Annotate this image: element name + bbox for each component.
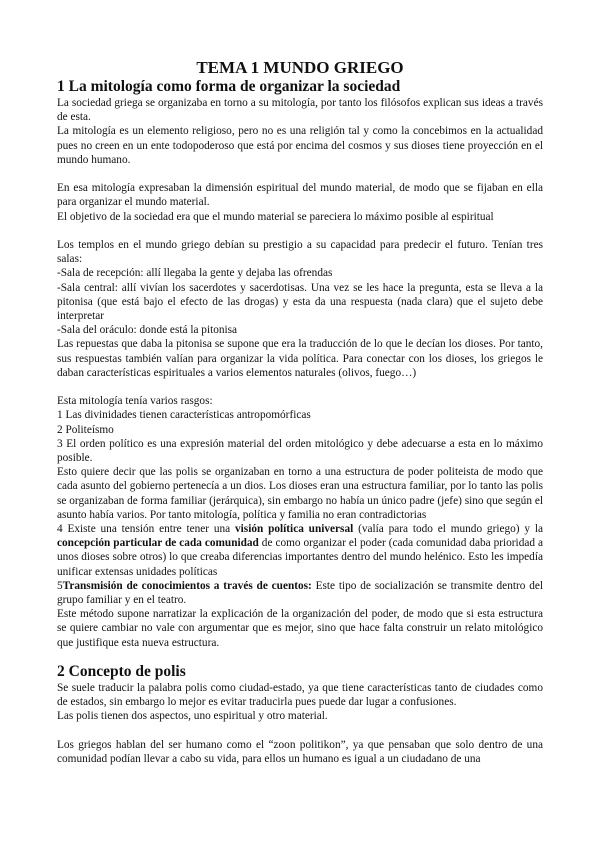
blank-line [57,167,543,181]
paragraph: El objetivo de la sociedad era que el mundo material se pareciera lo máximo posible al espiritual [57,210,494,223]
paragraph: Las repuestas que daba la pitonisa se supone que era la traducción de lo que le decían los dioses. Por tanto, sus respuestas también valían para organizar la vida política. Para conectar con los dioses, los griegos le daban características espirituales a varios elementos naturales (olivos, fuego…) [57,338,543,379]
blank-line [57,380,543,394]
text-run: Este tipo de socialización se transmite dentro del grupo familiar y en el teatro. [57,579,543,607]
document-page [57,58,543,766]
list-item: 3 El orden político es una expresión material del orden mitológico y debe adecuarse a esta en lo máximo posible. [57,437,543,465]
list-item: -Sala del oráculo: donde está la pitonisa [57,324,238,337]
list-item: -Sala de recepción: allí llegaba la gente y dejaba las ofrendas [57,267,333,280]
bold-term: Transmisión de conocimientos a través de cuentos: [62,579,312,592]
paragraph: La mitología es un elemento religioso, pero no es una religión tal y como la concebimos en la actualidad pues no creen en un ente todopoderoso que está por encima del cosmos y sus dioses tiene proyección en el mundo humano. [57,125,543,166]
bold-term: visión política universal [235,523,354,536]
document-title: TEMA 1 MUNDO GRIEGO [196,58,404,77]
paragraph: La sociedad griega se organizaba en torno a su mitología, por tanto los filósofos explican sus ideas a través de esta. [57,97,543,124]
paragraph: En esa mitología expresaban la dimensión espiritual del mundo material, de modo que se fijaban en ella para organizar el mundo material. [57,182,543,209]
paragraph: Las polis tienen dos aspectos, uno espiritual y otro material. [57,710,328,723]
text-run: (valía para todo el mundo griego) y la [353,523,543,536]
blank-line [57,224,543,238]
paragraph: Los templos en el mundo griego debían su prestigio a su capacidad para predecir el futuro. Tenían tres salas: [57,239,543,266]
paragraph: Los griegos hablan del ser humano como el “zoon politikon”, ya que pensaban que solo dentro de una comunidad podían llevar a cabo su vida, para ellos un humano es igual a un ciudadano de una [57,738,543,765]
text-run: 5 [57,579,63,592]
list-item: 2 Politeísmo [57,423,114,436]
list-item [57,522,543,579]
text-run: de como organizar el poder (cada comunidad daba prioridad a unos dioses sobre otros) lo que creaba diferencias importantes dentro del mundo helénico. Esto les impedía unificar extensas unidades políticas [57,537,543,578]
section-1-heading: 1 La mitología como forma de organizar la sociedad [57,78,401,95]
list-item: 1 Las divinidades tienen características antropomórficas [57,409,311,422]
paragraph: Esta mitología tenía varios rasgos: [57,395,213,408]
list-item: -Sala central: allí vivían los sacerdotes y sacerdotisas. Una vez se les hace la pregunta, esta se lleva a la pitonisa (que está bajo el efecto de las drogas) y esta da una respuesta (nada clara) que el sujeto debe interpretar [57,281,543,323]
blank-line [57,723,543,737]
paragraph: Se suele traducir la palabra polis como ciudad-estado, ya que tiene características tanto de ciudades como de estados, sin embargo lo mejor es evitar traducirla pues puede dar lugar a confusiones. [57,681,543,709]
bold-term: concepción particular de cada comunidad [57,537,259,550]
text-run: 4 Existe una tensión entre tener una [57,523,236,536]
section-2-heading: 2 Concepto de polis [57,662,186,680]
list-item [57,579,543,607]
paragraph: Esto quiere decir que las polis se organizaban en torno a una estructura de poder politeista de modo que cada asunto del gobierno pertenecía a un dios. Los dioses eran una estructura familiar, por lo tanto las polis se organizaban de forma familiar (jerárquica), sin embargo no había un único padre (jefe) sino que según el asunto había varios. Por tanto mitología, política y familia no eran contradictorias [57,466,543,521]
paragraph: Este método supone narratizar la explicación de la organización del poder, de modo que si esta estructura se quiere cambiar no vale con argumentar que es mejor, sino que hace falta construir un relato mitológico que justifique esta nueva estructura. [57,608,543,649]
